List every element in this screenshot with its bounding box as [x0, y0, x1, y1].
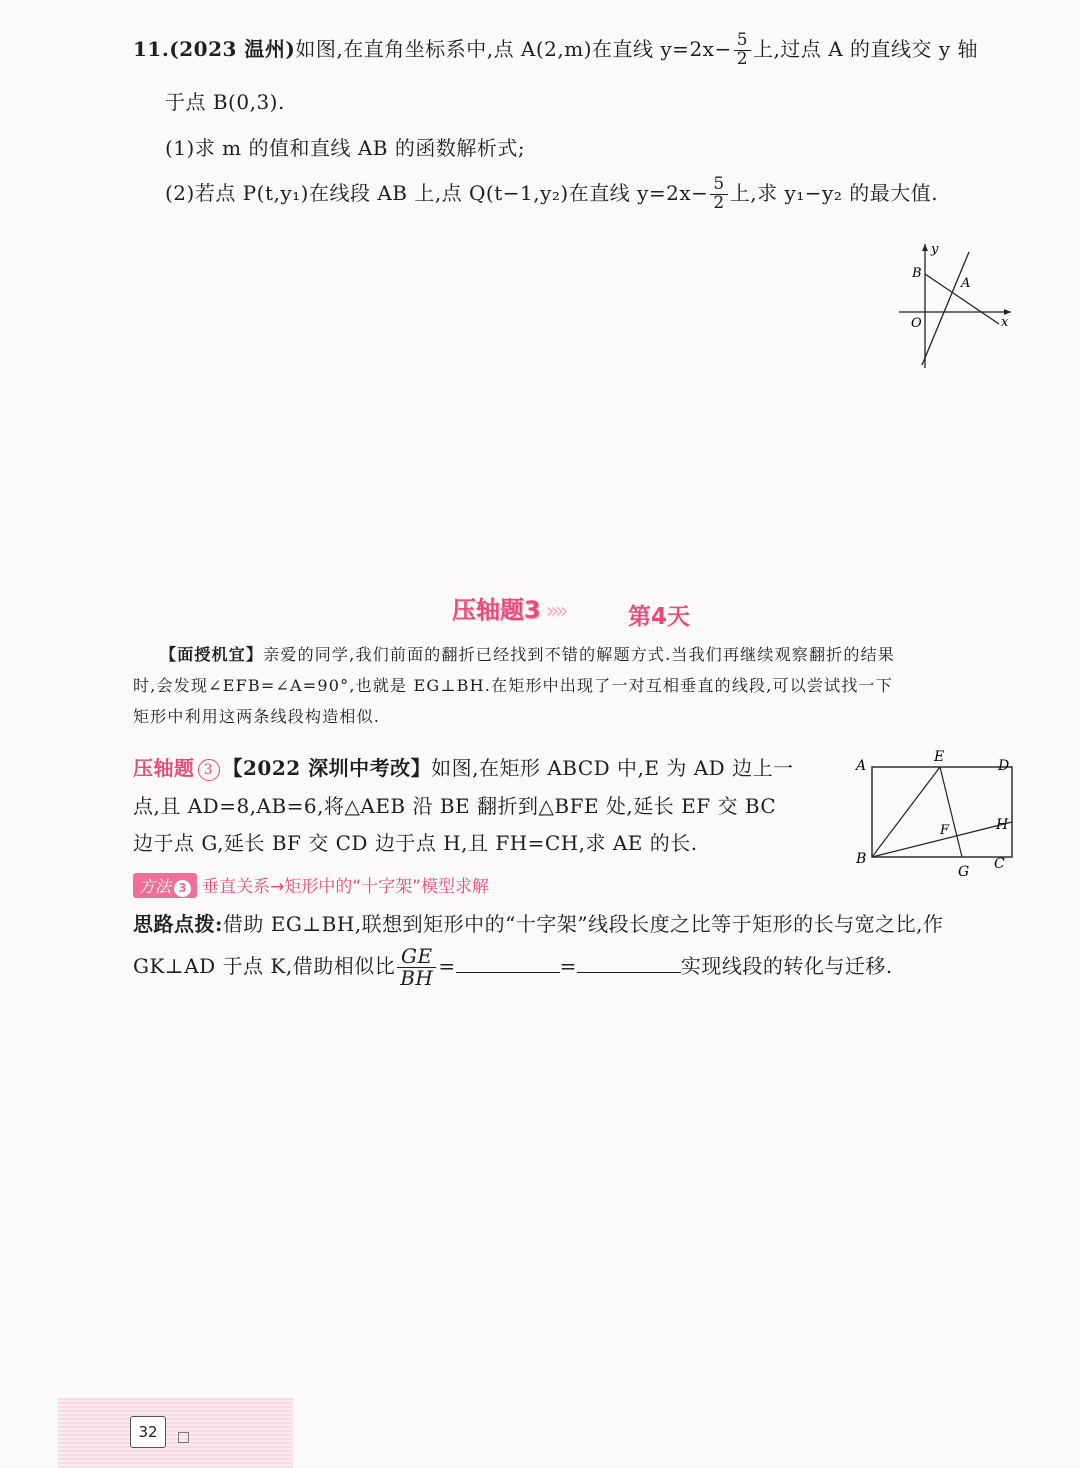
hint-label: 思路点拨:: [133, 912, 223, 936]
y-axis-label: y: [931, 242, 939, 257]
segment-be: [872, 767, 940, 857]
rectangle-figure: [850, 745, 1020, 885]
label-f: F: [940, 823, 950, 838]
problem-number: 11.: [133, 36, 170, 61]
advice-line3: 矩形中利用这两条线段构造相似.: [133, 707, 381, 726]
banner-title: 压轴题3: [452, 596, 541, 624]
problem-3-label: 压轴题: [133, 756, 195, 780]
line-y-2x: [922, 252, 969, 365]
problem-text: 如图,在直角坐标系中,点 A(2,m)在直线 y=2x−: [295, 36, 732, 61]
method-number: 3: [174, 880, 191, 897]
label-d: D: [998, 758, 1010, 774]
rectangle-abcd: [872, 767, 1012, 857]
problem-3-line1: 压轴题 3 【2022 深圳中考改】如图,在矩形 ABCD 中,E 为 AD 边上一: [133, 756, 794, 780]
advice-tag: 【面授机宜】: [160, 645, 264, 664]
method-title: 垂直关系→矩形中的“十字架”模型求解: [202, 877, 489, 897]
problem-source: (2023 温州): [169, 36, 296, 61]
point-b-label: B: [912, 266, 922, 281]
hint-line2: GK⊥AD 于点 K,借助相似比 $\frac{GE}{BH}$ = = 实现线段的转化与迁移.: [133, 944, 893, 990]
origin-label: O: [911, 316, 922, 331]
problem-3-circle: 3: [198, 759, 220, 781]
problem-11-line1: [133, 32, 978, 69]
advice-line2: 时,会发现∠EFB=∠A=90°,也就是 EG⊥BH.在矩形中出现了一对互相垂直的线段,可以尝试找一下: [133, 676, 893, 695]
label-c: C: [994, 856, 1005, 872]
problem-3-line2: 点,且 AD=8,AB=6,将△AEB 沿 BE 翻折到△BFE 处,延长 EF 交 BC: [133, 794, 777, 818]
label-h: H: [996, 817, 1009, 833]
segment-eg: [940, 767, 962, 857]
hint-line1: 思路点拨:借助 EG⊥BH,联想到矩形中的“十字架”线段长度之比等于矩形的长与宽之比,作: [133, 912, 944, 936]
problem-11-line2: 于点 B(0,3).: [165, 90, 285, 114]
advice-line1: 【面授机宜】亲爱的同学,我们前面的翻折已经找到不错的解题方式.当我们再继续观察翻折的结果: [160, 645, 895, 664]
fraction-5-2: $\frac{5}{2}$: [734, 32, 751, 69]
section-banner: [452, 590, 565, 625]
footer-band: [58, 1398, 293, 1468]
banner-arrows: »»: [545, 599, 565, 624]
point-a-label: A: [961, 276, 971, 291]
fraction-5-2: $\frac{5}{2}$: [710, 176, 727, 213]
day-label: 第4天: [628, 604, 691, 630]
problem-3-source: 【2022 深圳中考改】: [222, 756, 432, 780]
problem-11-part2: (2)若点 P(t,y₁)在线段 AB 上,点 Q(t−1,y₂)在直线 y=2x− $\frac{5}{2}$ 上,求 y₁−y₂ 的最大值.: [165, 174, 939, 213]
label-b: B: [856, 851, 867, 867]
problem-3-line3: 边于点 G,延长 BF 交 CD 边于点 H,且 FH=CH,求 AE 的长.: [133, 831, 698, 855]
footer-square: [178, 1432, 189, 1443]
label-e: E: [934, 749, 945, 765]
label-g: G: [958, 864, 970, 880]
problem-11-part1: (1)求 m 的值和直线 AB 的函数解析式;: [165, 136, 526, 160]
label-a: A: [856, 758, 867, 774]
method-header: [133, 872, 489, 898]
problem-text: 上,过点 A 的直线交 y 轴: [753, 36, 979, 61]
answer-blank-1[interactable]: [456, 950, 560, 973]
method-chip: 方法 3: [133, 873, 197, 898]
page-number: 32: [130, 1416, 166, 1448]
answer-blank-2[interactable]: [577, 950, 681, 973]
coordinate-graph: [895, 238, 1020, 373]
fraction-ge-bh: $\frac{GE}{BH}$: [397, 946, 436, 989]
x-axis-label: x: [1001, 315, 1009, 330]
